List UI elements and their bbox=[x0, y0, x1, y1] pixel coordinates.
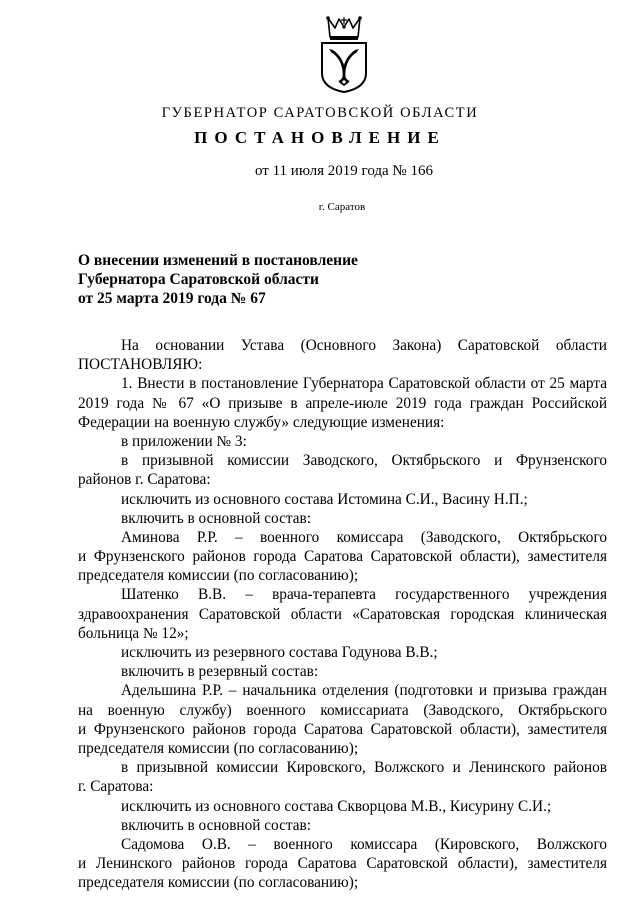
body-line: в призывной комиссии Кировского, Волжского и Ленинского районов bbox=[121, 759, 607, 777]
body-line: исключить из резервного состава Годунова В.В.; bbox=[121, 644, 438, 661]
body-line: 1. Внести в постановление Губернатора Саратовской области от 25 марта bbox=[121, 375, 607, 393]
body-line: и Фрунзенского районов города Саратова Саратовской области), заместителя bbox=[78, 720, 607, 738]
body-line: Адельшина Р.Р. – начальника отделения (подготовки и призыва граждан bbox=[121, 682, 607, 700]
body-line: Федерации на военную службу» следующие изменения: bbox=[78, 413, 445, 431]
body-line: больница № 12»; bbox=[78, 624, 189, 642]
body-line: г. Саратова: bbox=[78, 778, 154, 796]
body-line: здравоохранения Саратовской области «Саратовская городская клиническая bbox=[78, 605, 607, 623]
document-subject bbox=[78, 251, 358, 308]
body-line: 2019 года № 67 «О призыве в апреле-июле 2019 года граждан Российской bbox=[78, 394, 607, 412]
body-line: включить в основной состав: bbox=[121, 509, 312, 527]
date-and-number: от 11 июля 2019 года № 166 bbox=[255, 163, 433, 179]
body-line: включить в резервный состав: bbox=[121, 663, 319, 681]
body-line: председателя комиссии (по согласованию); bbox=[78, 567, 359, 585]
subject-line: Губернатора Саратовской области bbox=[78, 271, 319, 288]
body-line: на военную службу) военного комиссариата (Заводского, Октябрьского bbox=[78, 701, 607, 719]
body-line: председателя комиссии (по согласованию); bbox=[78, 739, 359, 757]
body-line: в призывной комиссии Заводского, Октябрьского и Фрунзенского bbox=[121, 452, 607, 470]
body-line: Аминова Р.Р. – военного комиссара (Заводского, Октябрьского bbox=[121, 528, 607, 546]
issuing-authority: ГУБЕРНАТОР САРАТОВСКОЙ ОБЛАСТИ bbox=[161, 105, 479, 121]
subject-line: О внесении изменений в постановление bbox=[78, 252, 358, 269]
place-of-issue: г. Саратов bbox=[318, 201, 366, 213]
subject-line: от 25 марта 2019 года № 67 bbox=[78, 290, 266, 307]
saratov-coat-of-arms-icon bbox=[318, 15, 370, 93]
body-line: и Фрунзенского районов города Саратова Саратовской области), заместителя bbox=[78, 548, 607, 566]
body-line: в приложении № 3: bbox=[121, 432, 247, 450]
body-line: исключить из основного состава Скворцова М.В., Кисурину С.И.; bbox=[121, 797, 552, 815]
body-line: На основании Устава (Основного Закона) Саратовской области bbox=[121, 337, 607, 354]
body-line: районов г. Саратова: bbox=[78, 471, 211, 489]
body-line: и Ленинского районов города Саратова Саратовской области), заместителя bbox=[78, 855, 607, 873]
document-type: ПОСТАНОВЛЕНИЕ bbox=[194, 128, 446, 147]
body-line: Садомова О.В. – военного комиссара (Кировского, Волжского bbox=[121, 835, 607, 853]
document-body bbox=[78, 336, 607, 892]
body-line: ПОСТАНОВЛЯЮ: bbox=[78, 356, 203, 374]
body-line: Шатенко В.В. – врача-терапевта государственного учреждения bbox=[121, 586, 607, 604]
body-line: включить в основной состав: bbox=[121, 816, 312, 834]
body-line: председателя комиссии (по согласованию); bbox=[78, 874, 359, 892]
body-line: исключить из основного состава Истомина С.И., Васину Н.П.; bbox=[121, 490, 528, 508]
